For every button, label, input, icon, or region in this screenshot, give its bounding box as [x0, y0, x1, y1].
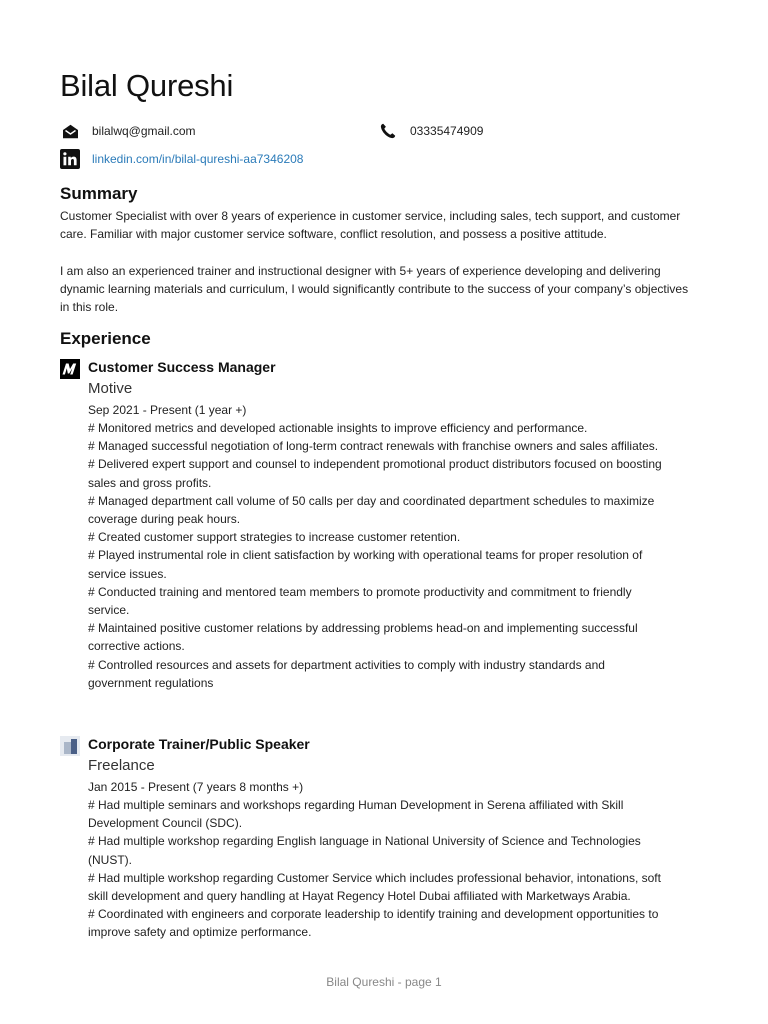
job-dates: Sep 2021 - Present (1 year +): [88, 403, 247, 417]
linkedin-contact[interactable]: [60, 149, 303, 169]
list-item: # Coordinated with engineers and corporate leadership to identify training and development opportunities to improve safety and optimize performance.: [88, 907, 659, 940]
list-item: # Delivered expert support and counsel to independent promotional product distributors focused on boosting sales and gross profits.: [88, 457, 662, 490]
list-item: # Had multiple workshop regarding English language in National University of Science and Technologies (NUST).: [88, 834, 641, 867]
phone-text: 03335474909: [410, 124, 484, 138]
summary-paragraph-1: Customer Specialist with over 8 years of experience in customer service, including sales, tech support, and customer care. Familiar with major customer service software, conflict resolution, and possess a positive attitude.: [60, 209, 681, 242]
phone-contact[interactable]: [378, 121, 483, 141]
email-contact[interactable]: [60, 121, 196, 141]
company-name: Freelance: [88, 757, 155, 774]
linkedin-icon: [60, 149, 80, 169]
phone-icon: [378, 121, 398, 141]
list-item: # Created customer support strategies to increase customer retention.: [88, 530, 461, 545]
list-item: # Managed successful negotiation of long-term contract renewals with franchise owners and sales affiliates.: [88, 439, 659, 454]
list-item: # Had multiple workshop regarding Customer Service which includes professional behavior, intonations, soft skill development and query handling at Hayat Regency Hotel Dubai affiliated with Marketways Arabia.: [88, 870, 661, 904]
summary-heading: Summary: [60, 184, 138, 203]
linkedin-link[interactable]: linkedin.com/in/bilal-qureshi-aa7346208: [92, 152, 304, 166]
job-bullet-list: [88, 419, 668, 692]
list-item: # Managed department call volume of 50 calls per day and coordinated department schedules to maximize coverage during peak hours.: [88, 493, 655, 527]
email-text: bilalwq@gmail.com: [92, 124, 196, 138]
job-title: Corporate Trainer/Public Speaker: [88, 736, 310, 752]
envelope-icon: [60, 121, 80, 141]
list-item: # Controlled resources and assets for department activities to comply with industry standards and government regulations: [88, 657, 605, 690]
company-name: Motive: [88, 380, 133, 397]
list-item: # Monitored metrics and developed actionable insights to improve efficiency and performance.: [88, 421, 588, 435]
motive-logo-icon: [60, 359, 80, 379]
list-item: # Conducted training and mentored team members to promote productivity and commitment to friendly service.: [88, 584, 632, 618]
candidate-name: Bilal Qureshi: [60, 68, 234, 103]
building-logo-icon: [60, 736, 80, 756]
list-item: # Played instrumental role in client satisfaction by working with operational teams for proper resolution of service issues.: [88, 548, 643, 581]
page-footer: Bilal Qureshi - page 1: [326, 975, 442, 989]
job-title: Customer Success Manager: [88, 359, 276, 375]
experience-heading: Experience: [60, 329, 151, 348]
job-dates: Jan 2015 - Present (7 years 8 months +): [88, 780, 304, 794]
list-item: # Maintained positive customer relations by addressing problems head-on and implementing successful corrective actions.: [88, 621, 638, 654]
job-bullet-list: [88, 796, 668, 942]
summary-paragraph-2: I am also an experienced trainer and instructional designer with 5+ years of experience developing and delivering dynamic learning materials and curriculum, I would significantly contribute to the success of your company’s objectives in this role.: [60, 264, 689, 315]
list-item: # Had multiple seminars and workshops regarding Human Development in Serena affiliated with Skill Development Council (SDC).: [88, 798, 624, 831]
